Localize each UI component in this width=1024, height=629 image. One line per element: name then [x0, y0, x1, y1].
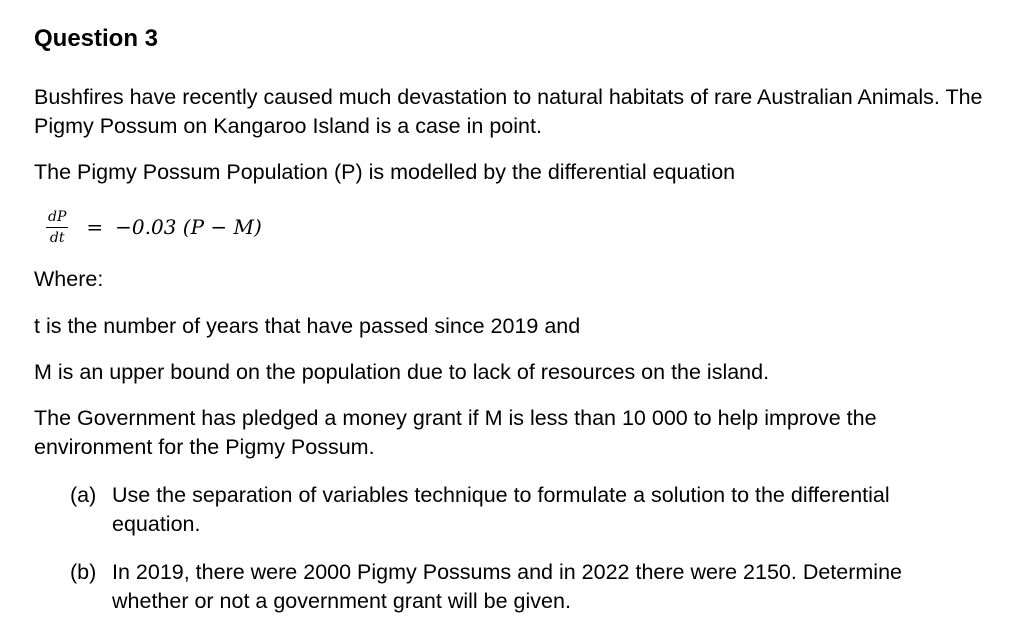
part-label: (a): [70, 483, 97, 507]
intro-paragraph: Bushfires have recently caused much devastation to natural habitats of rare Australian Animals. The Pigmy Possum on Kangaroo Island is a case in point.: [34, 85, 983, 138]
equals-sign: =: [86, 215, 104, 239]
question-part-a: [70, 481, 970, 539]
model-paragraph: The Pigmy Possum Population (P) is modelled by the differential equation: [34, 160, 736, 184]
grant-paragraph: The Government has pledged a money grant if M is less than 10 000 to help improve the environment for the Pigmy Possum.: [34, 406, 877, 459]
fraction-numerator: dP: [46, 209, 68, 228]
part-text: In 2019, there were 2000 Pigmy Possums and in 2022 there were 2150. Determine whether or not a government grant will be given.: [112, 560, 902, 613]
differential-equation: [46, 203, 262, 251]
part-label: (b): [70, 560, 97, 584]
question-title: Question 3: [34, 25, 159, 52]
equation-rhs: −0.03 (P − M): [115, 215, 262, 239]
m-definition: M is an upper bound on the population due to lack of resources on the island.: [34, 360, 770, 384]
fraction-denominator: dt: [49, 229, 65, 246]
where-label: Where:: [34, 267, 104, 291]
question-part-b: [70, 558, 970, 616]
t-definition: t is the number of years that have passed since 2019 and: [34, 314, 581, 338]
part-text: Use the separation of variables technique to formulate a solution to the differential equation.: [112, 483, 890, 536]
derivative-fraction: [46, 209, 68, 246]
